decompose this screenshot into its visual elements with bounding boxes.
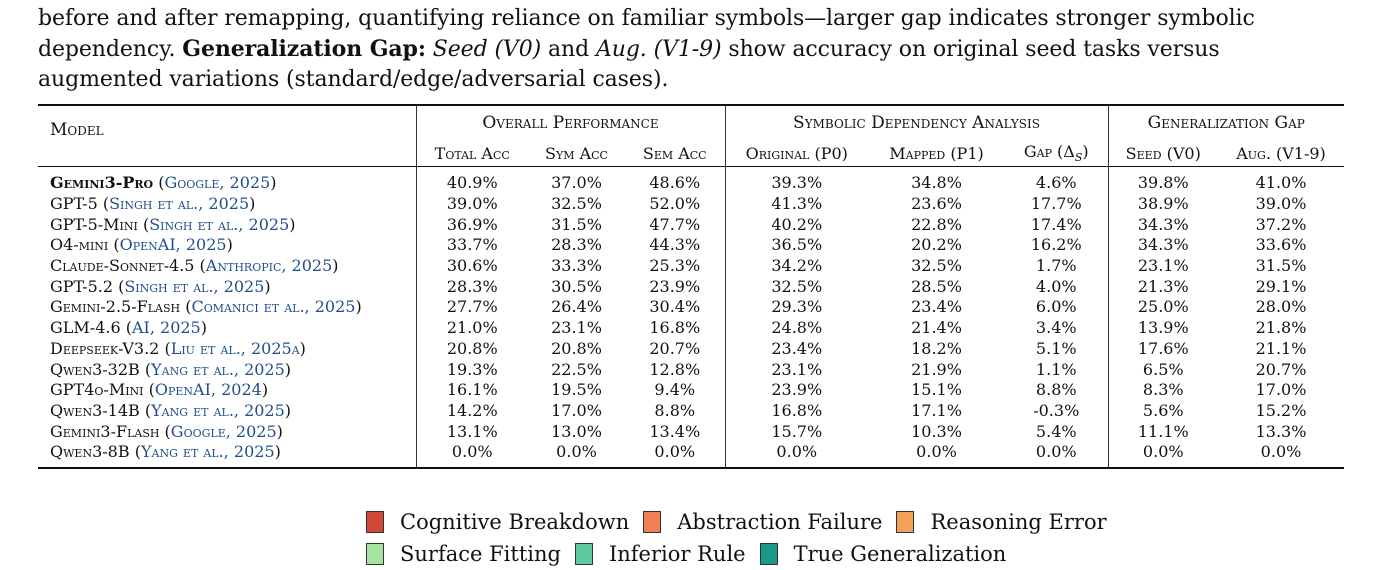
results-table (38, 104, 1344, 469)
value-cell: 13.9% (1108, 318, 1218, 339)
model-cell: O4-mini (OpenAI, 2025) (50, 235, 233, 255)
legend-item (896, 510, 1106, 534)
citation-link[interactable]: OpenAI, 2024 (154, 380, 262, 400)
value-cell: 19.5% (551, 380, 602, 400)
value-cell: 28.5% (911, 276, 962, 296)
value-cell: 17.0% (551, 400, 602, 420)
value-cell: 23.1% (725, 359, 868, 380)
model-cell: Gemini3-Flash (Google, 2025) (50, 421, 283, 441)
value-cell: 28.3% (551, 235, 602, 255)
value-cell: 23.1% (1108, 256, 1218, 277)
value-cell: 8.8% (1035, 380, 1077, 400)
model-name: O4-mini (50, 235, 109, 255)
model-cell: GLM-4.6 (AI, 2025) (50, 318, 207, 338)
value-cell: 4.0% (1035, 276, 1077, 296)
value-cell: 39.3% (725, 167, 868, 194)
value-cell: 21.4% (911, 318, 962, 338)
legend-label: Surface Fitting (400, 542, 561, 566)
value-cell: -0.3% (1033, 400, 1080, 420)
model-name: Qwen3-8B (50, 442, 130, 462)
model-name: Gemini3-Pro (50, 173, 154, 193)
citation-link[interactable]: Google, 2025 (164, 173, 271, 193)
model-cell: Deepseek-V3.2 (Liu et al., 2025a) (50, 338, 306, 358)
value-cell: 28.0% (1255, 297, 1307, 317)
citation-link[interactable]: Yang et al., 2025 (140, 442, 275, 462)
citation-link[interactable]: Singh et al., 2025 (109, 194, 250, 214)
legend-item (366, 510, 629, 534)
value-cell: 15.7% (725, 421, 868, 442)
value-cell: 34.8% (911, 173, 962, 193)
value-cell: 0.0% (556, 442, 597, 462)
value-cell: 21.3% (1108, 276, 1218, 297)
legend-item (575, 542, 746, 566)
legend-swatch (366, 543, 384, 565)
value-cell: 37.0% (551, 173, 602, 193)
value-cell: 41.0% (1255, 173, 1307, 193)
citation-link[interactable]: Anthropic, 2025 (205, 256, 333, 276)
value-cell: 52.0% (649, 194, 701, 214)
citation-link[interactable]: Comanici et al., 2025 (191, 297, 356, 317)
legend-label: Inferior Rule (608, 542, 746, 566)
citation-link[interactable]: Google, 2025 (170, 421, 277, 441)
group-header-generalization: Generalization Gap (1108, 105, 1344, 140)
model-name: GPT-5 (50, 194, 98, 214)
value-cell: 21.9% (911, 359, 962, 379)
citation-link[interactable]: Singh et al., 2025 (149, 214, 290, 234)
value-cell: 31.5% (1255, 256, 1307, 276)
value-cell: 4.6% (1035, 173, 1077, 193)
value-cell: 32.5% (551, 194, 602, 214)
value-cell: 17.6% (1108, 339, 1218, 360)
value-cell: 20.8% (416, 339, 528, 360)
citation-link[interactable]: Liu et al., 2025a (170, 338, 300, 358)
model-name: Gemini-2.5-Flash (50, 297, 181, 317)
model-cell: GPT-5-Mini (Singh et al., 2025) (50, 214, 296, 234)
legend-swatch (366, 511, 384, 533)
col-header-sym-acc: Sym Acc (545, 143, 608, 163)
table-row (38, 214, 1344, 235)
value-cell: 20.7% (649, 338, 701, 358)
value-cell: 19.3% (416, 359, 528, 380)
caption-line-1: before and after remapping, quantifying reliance on familiar symbols—larger gap indicates stronger symbolic (38, 6, 1255, 31)
value-cell: 17.1% (911, 400, 962, 420)
value-cell: 13.4% (649, 421, 701, 441)
model-column-header: Model (50, 120, 104, 140)
value-cell: 22.5% (551, 359, 602, 379)
value-cell: 0.0% (416, 442, 528, 468)
model-cell: Gemini-2.5-Flash (Comanici et al., 2025) (50, 297, 362, 317)
model-name: Gemini3-Flash (50, 421, 160, 441)
value-cell: 0.0% (654, 442, 696, 462)
value-cell: 25.0% (1108, 297, 1218, 318)
value-cell: 13.3% (1255, 421, 1307, 441)
value-cell: 40.2% (725, 214, 868, 235)
value-cell: 32.5% (725, 276, 868, 297)
value-cell: 8.3% (1108, 380, 1218, 401)
legend-item (366, 542, 561, 566)
table-row (38, 401, 1344, 422)
value-cell: 33.6% (1255, 235, 1307, 255)
value-cell: 25.3% (649, 256, 701, 276)
value-cell: 14.2% (416, 401, 528, 422)
table-row (38, 276, 1344, 297)
value-cell: 16.2% (1030, 235, 1082, 255)
value-cell: 44.3% (649, 235, 701, 255)
value-cell: 21.8% (1255, 318, 1307, 338)
legend-label: Abstraction Failure (677, 510, 883, 534)
model-cell: Claude-Sonnet-4.5 (Anthropic, 2025) (50, 256, 339, 276)
col-header-gap: Gap $(\Delta_S)$ (1023, 141, 1089, 165)
caption-line-3: augmented variations (standard/edge/adversarial cases). (38, 67, 669, 92)
col-header-aug: Aug. (V1-9) (1236, 143, 1326, 163)
value-cell: 23.9% (725, 380, 868, 401)
model-name: GPT-5-Mini (50, 214, 138, 234)
value-cell: 41.3% (725, 194, 868, 215)
value-cell: 1.7% (1035, 256, 1077, 276)
model-name: GLM-4.6 (50, 318, 121, 338)
value-cell: 32.5% (911, 256, 962, 276)
table-row (38, 339, 1344, 360)
legend-label: Reasoning Error (930, 510, 1107, 534)
model-cell: Gemini3-Pro (Google, 2025) (50, 173, 277, 193)
value-cell: 39.0% (416, 194, 528, 215)
value-cell: 37.2% (1255, 214, 1307, 234)
value-cell: 13.1% (416, 421, 528, 442)
value-cell: 29.3% (725, 297, 868, 318)
table-row (38, 235, 1344, 256)
model-cell: GPT4o-Mini (OpenAI, 2024) (50, 380, 269, 400)
value-cell: 26.4% (551, 297, 602, 317)
value-cell: 0.0% (1035, 442, 1077, 462)
model-cell: Qwen3-14B (Yang et al., 2025) (50, 400, 292, 420)
legend-item (760, 542, 1007, 566)
value-cell: 17.7% (1030, 194, 1082, 214)
col-header-sem-acc: Sem Acc (642, 143, 707, 163)
col-header-seed: Seed (V0) (1108, 140, 1218, 167)
caption-generalization-gap-label: Generalization Gap: (182, 36, 426, 62)
value-cell: 38.9% (1108, 194, 1218, 215)
value-cell: 3.4% (1035, 318, 1077, 338)
value-cell: 17.4% (1030, 214, 1082, 234)
table-row (38, 359, 1344, 380)
value-cell: 28.3% (416, 276, 528, 297)
group-header-overall: Overall Performance (416, 105, 725, 140)
legend-label: True Generalization (793, 542, 1007, 566)
value-cell: 30.4% (649, 297, 701, 317)
legend-swatch (575, 543, 593, 565)
value-cell: 29.1% (1255, 276, 1307, 296)
value-cell: 30.5% (551, 276, 602, 296)
value-cell: 0.0% (916, 442, 957, 462)
value-cell: 23.1% (551, 318, 602, 338)
legend-swatch (760, 543, 778, 565)
table-row (38, 256, 1344, 277)
value-cell: 39.8% (1108, 167, 1218, 194)
model-name: Claude-Sonnet-4.5 (50, 256, 195, 276)
table-row (38, 442, 1344, 468)
value-cell: 1.1% (1035, 359, 1077, 379)
value-cell: 5.1% (1035, 338, 1077, 358)
model-name: GPT-5.2 (50, 276, 114, 296)
model-name: Qwen3-14B (50, 400, 140, 420)
value-cell: 22.8% (911, 214, 962, 234)
value-cell: 20.8% (551, 338, 602, 358)
model-name: Qwen3-32B (50, 359, 140, 379)
value-cell: 36.9% (416, 214, 528, 235)
legend-label: Cognitive Breakdown (400, 510, 630, 534)
value-cell: 16.8% (725, 401, 868, 422)
legend-swatch (643, 511, 661, 533)
legend-item (643, 510, 882, 534)
citation-link[interactable]: AI, 2025 (131, 318, 201, 338)
citation-link[interactable]: OpenAI, 2025 (119, 235, 227, 255)
error-type-legend (366, 506, 1121, 570)
value-cell: 47.7% (649, 214, 701, 234)
table-row (38, 380, 1344, 401)
model-cell: Qwen3-32B (Yang et al., 2025) (50, 359, 292, 379)
citation-link[interactable]: Yang et al., 2025 (151, 400, 285, 420)
value-cell: 23.4% (911, 297, 962, 317)
value-cell: 17.0% (1255, 380, 1307, 400)
table-row (38, 167, 1344, 194)
value-cell: 12.8% (649, 359, 701, 379)
value-cell: 34.2% (725, 256, 868, 277)
col-header-original: Original (P0) (725, 140, 868, 167)
value-cell: 24.8% (725, 318, 868, 339)
value-cell: 16.1% (416, 380, 528, 401)
table-row (38, 421, 1344, 442)
value-cell: 8.8% (654, 400, 696, 420)
value-cell: 39.0% (1255, 194, 1307, 214)
value-cell: 11.1% (1108, 421, 1218, 442)
value-cell: 21.1% (1255, 338, 1307, 358)
model-cell: Qwen3-8B (Yang et al., 2025) (50, 442, 281, 462)
caption-line-2: dependency. Generalization Gap: Seed (V0) and Aug. (V1-9) show accuracy on original seed tasks versus (38, 36, 1220, 62)
citation-link[interactable]: Yang et al., 2025 (151, 359, 285, 379)
legend-swatch (896, 511, 914, 533)
value-cell: 34.3% (1108, 235, 1218, 256)
value-cell: 20.2% (911, 235, 962, 255)
legend-row-1 (366, 506, 1121, 538)
value-cell: 33.3% (551, 256, 602, 276)
value-cell: 5.6% (1108, 401, 1218, 422)
value-cell: 0.0% (725, 442, 868, 468)
col-header-total-acc: Total Acc (416, 140, 528, 167)
value-cell: 6.5% (1108, 359, 1218, 380)
value-cell: 40.9% (416, 167, 528, 194)
group-header-symbolic: Symbolic Dependency Analysis (725, 105, 1108, 140)
model-name: Deepseek-V3.2 (50, 338, 160, 358)
value-cell: 15.2% (1255, 400, 1307, 420)
value-cell: 23.6% (911, 194, 962, 214)
value-cell: 5.4% (1035, 421, 1077, 441)
value-cell: 27.7% (416, 297, 528, 318)
value-cell: 30.6% (416, 256, 528, 277)
model-cell: GPT-5.2 (Singh et al., 2025) (50, 276, 271, 296)
value-cell: 36.5% (725, 235, 868, 256)
value-cell: 33.7% (416, 235, 528, 256)
value-cell: 31.5% (551, 214, 602, 234)
col-header-mapped: Mapped (P1) (889, 143, 984, 163)
value-cell: 6.0% (1035, 297, 1077, 317)
table-row (38, 297, 1344, 318)
legend-row-2 (366, 538, 1121, 570)
value-cell: 9.4% (654, 380, 696, 400)
value-cell: 0.0% (1108, 442, 1218, 468)
value-cell: 21.0% (416, 318, 528, 339)
value-cell: 23.9% (649, 276, 701, 296)
table-row (38, 194, 1344, 215)
value-cell: 23.4% (725, 339, 868, 360)
table-caption (38, 4, 1343, 95)
table-row (38, 318, 1344, 339)
table-group-header-row (38, 105, 1344, 140)
value-cell: 48.6% (649, 173, 701, 193)
value-cell: 13.0% (551, 421, 602, 441)
value-cell: 18.2% (911, 338, 962, 358)
value-cell: 10.3% (911, 421, 962, 441)
model-cell: GPT-5 (Singh et al., 2025) (50, 194, 256, 214)
value-cell: 15.1% (911, 380, 962, 400)
value-cell: 20.7% (1255, 359, 1307, 379)
table-body (38, 167, 1344, 468)
value-cell: 16.8% (649, 318, 701, 338)
citation-link[interactable]: Singh et al., 2025 (124, 276, 265, 296)
model-name: GPT4o-Mini (50, 380, 144, 400)
value-cell: 34.3% (1108, 214, 1218, 235)
value-cell: 0.0% (1260, 442, 1302, 462)
